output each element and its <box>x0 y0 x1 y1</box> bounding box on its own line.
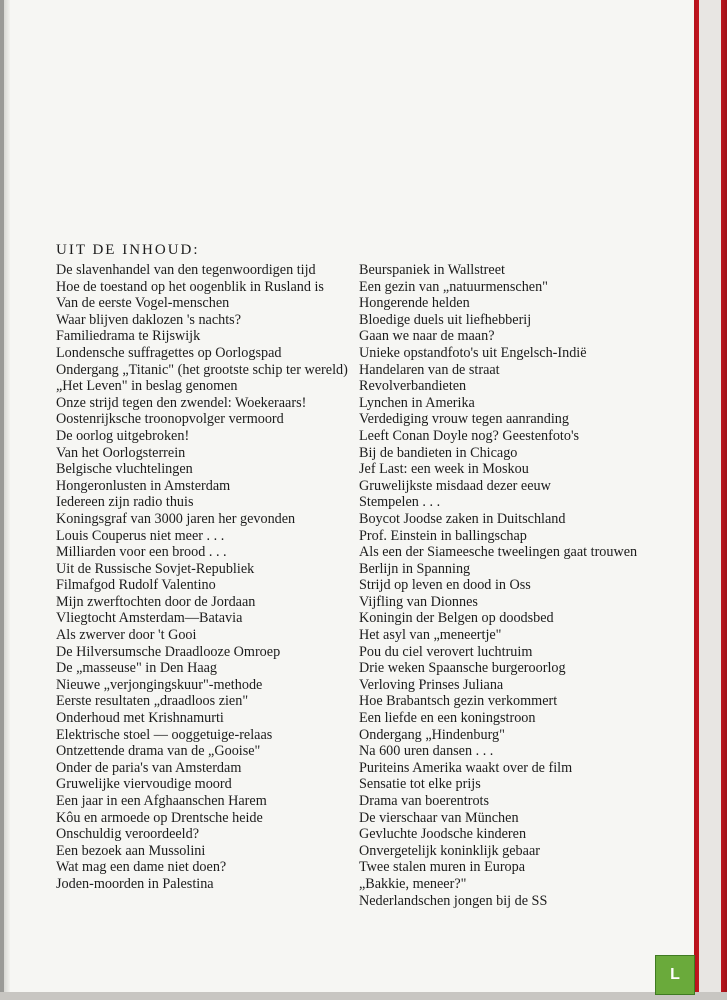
contents-item: Gruwelijkste misdaad dezer eeuw <box>359 477 551 494</box>
contents-item: Filmafgod Rudolf Valentino <box>56 577 216 594</box>
contents-item: Oostenrijksche troonopvolger vermoord <box>56 411 284 428</box>
contents-item: Na 600 uren dansen . . . <box>359 743 494 760</box>
spine-inner-paper <box>699 0 721 1000</box>
contents-item: „Bakkie, meneer?" <box>359 875 467 892</box>
contents-item: Een bezoek aan Mussolini <box>56 842 206 859</box>
contents-item: Koningsgraf van 3000 jaren her gevonden <box>56 510 296 527</box>
contents-item: Leeft Conan Doyle nog? Geestenfoto's <box>359 427 580 444</box>
contents-item: Vliegtocht Amsterdam—Batavia <box>56 610 243 627</box>
contents-item: Unieke opstandfoto's uit Engelsch-Indië <box>359 344 587 361</box>
contents-item: Joden-moorden in Palestina <box>56 875 214 892</box>
contents-item: Als een der Siameesche tweelingen gaat trouwen <box>359 544 638 561</box>
contents-item: Waar blijven daklozen 's nachts? <box>56 311 241 328</box>
contents-item: Pou du ciel verovert luchtruim <box>359 643 533 660</box>
contents-item: Ontzettende drama van de „Gooise" <box>56 743 261 760</box>
contents-item: Hongerende helden <box>359 295 470 312</box>
contents-item: Een jaar in een Afghaanschen Harem <box>56 793 267 809</box>
contents-item: Prof. Einstein in ballingschap <box>359 527 527 544</box>
contents-item: Als zwerver door 't Gooi <box>56 627 197 644</box>
contents-item: De vierschaar van München <box>359 809 519 826</box>
contents-item: De Hilversumsche Draadlooze Omroep <box>56 643 281 660</box>
contents-item: Verdediging vrouw tegen aanranding <box>359 411 569 428</box>
contents-item: Sensatie tot elke prijs <box>359 776 481 793</box>
contents-item: Nederlandschen jongen bij de SS <box>359 892 548 909</box>
contents-item: Een gezin van „natuurmenschen" <box>359 278 548 295</box>
contents-item: Mijn zwerftochten door de Jordaan <box>56 593 256 610</box>
bottom-page-edge <box>0 992 727 1000</box>
contents-item: De oorlog uitgebroken! <box>56 427 190 444</box>
cover-edge-shadow <box>4 0 10 992</box>
contents-item: Een liefde en een koningstroon <box>359 710 536 727</box>
contents-item: Van het Oorlogsterrein <box>56 444 186 461</box>
contents-item: Twee stalen muren in Europa <box>359 859 526 876</box>
contents-item: Onder de paria's van Amsterdam <box>56 759 242 776</box>
contents-item: Puriteins Amerika waakt over de film <box>359 759 573 776</box>
contents-item: Drie weken Spaansche burgeroorlog <box>359 660 566 677</box>
contents-item: Iedereen zijn radio thuis <box>56 494 194 511</box>
contents-item: De „masseuse" in Den Haag <box>56 660 218 677</box>
contents-item: „Het Leven" in beslag genomen <box>56 378 238 395</box>
contents-item: Hoe Brabantsch gezin verkommert <box>359 693 558 710</box>
contents-item: Verloving Prinses Juliana <box>359 676 504 693</box>
contents-item: Hongeronlusten in Amsterdam <box>56 477 231 494</box>
contents-item: Milliarden voor een brood . . . <box>56 544 227 561</box>
contents-item: Berlijn in Spanning <box>359 560 471 577</box>
contents-item: Eerste resultaten „draadloos zien" <box>56 693 249 710</box>
contents-item: Onze strijd tegen den zwendel: Woekeraars! <box>56 394 307 411</box>
contents-item: Nieuwe „verjongingskuur"-methode <box>56 676 263 693</box>
contents-item: Bij de bandieten in Chicago <box>359 444 518 461</box>
contents-item: Beurspaniek in Wallstreet <box>359 262 505 278</box>
contents-item: Hoe de toestand op het oogenblik in Rusland is <box>56 278 324 295</box>
contents-item: Onschuldig veroordeeld? <box>56 826 200 843</box>
contents-item: Gevluchte Joodsche kinderen <box>359 826 527 843</box>
contents-item: Drama van boerentrots <box>359 793 490 809</box>
contents-item: Louis Couperus niet meer . . . <box>56 527 225 544</box>
contents-item: Handelaren van de straat <box>359 361 500 378</box>
contents-item: Bloedige duels uit liefhebberij <box>359 311 532 328</box>
watermark-logo <box>655 955 695 995</box>
contents-item: Strijd op leven en dood in Oss <box>359 577 531 594</box>
contents-item: Ondergang „Hindenburg" <box>359 726 505 743</box>
contents-item: Van de eerste Vogel-menschen <box>56 295 230 312</box>
contents-item: Koningin der Belgen op doodsbed <box>359 610 554 627</box>
contents-item: Gaan we naar de maan? <box>359 328 495 345</box>
contents-item: Stempelen . . . <box>359 494 441 511</box>
contents-item: De slavenhandel van den tegenwoordigen tijd <box>56 262 316 278</box>
contents-item: Uit de Russische Sovjet-Republiek <box>56 560 255 577</box>
contents-heading: UIT DE INHOUD: <box>56 242 200 258</box>
contents-item: Gruwelijke viervoudige moord <box>56 776 232 793</box>
contents-item: Jef Last: een week in Moskou <box>359 461 529 478</box>
contents-item: Het asyl van „meneertje" <box>359 627 502 644</box>
contents-item: Elektrische stoel — ooggetuige-relaas <box>56 726 273 743</box>
contents-item: Vijfling van Dionnes <box>359 593 478 610</box>
contents-item: Lynchen in Amerika <box>359 394 475 411</box>
logo-letter: L <box>670 966 680 983</box>
contents-item: Familiedrama te Rijswijk <box>56 328 201 345</box>
contents-item: Belgische vluchtelingen <box>56 461 193 478</box>
contents-item: Onvergetelijk koninklijk gebaar <box>359 842 540 859</box>
contents-item: Boycot Joodse zaken in Duitschland <box>359 510 566 527</box>
contents-item: Londensche suffragettes op Oorlogspad <box>56 344 282 361</box>
contents-item: Wat mag een dame niet doen? <box>56 859 227 876</box>
contents-item: Kôu en armoede op Drentsche heide <box>56 809 263 826</box>
contents-list-right <box>359 262 689 909</box>
contents-item: Revolverbandieten <box>359 378 467 395</box>
contents-item: Onderhoud met Krishnamurti <box>56 710 224 727</box>
contents-item: Ondergang „Titanic" (het grootste schip ter wereld) <box>56 361 348 378</box>
contents-list-left <box>56 262 356 893</box>
